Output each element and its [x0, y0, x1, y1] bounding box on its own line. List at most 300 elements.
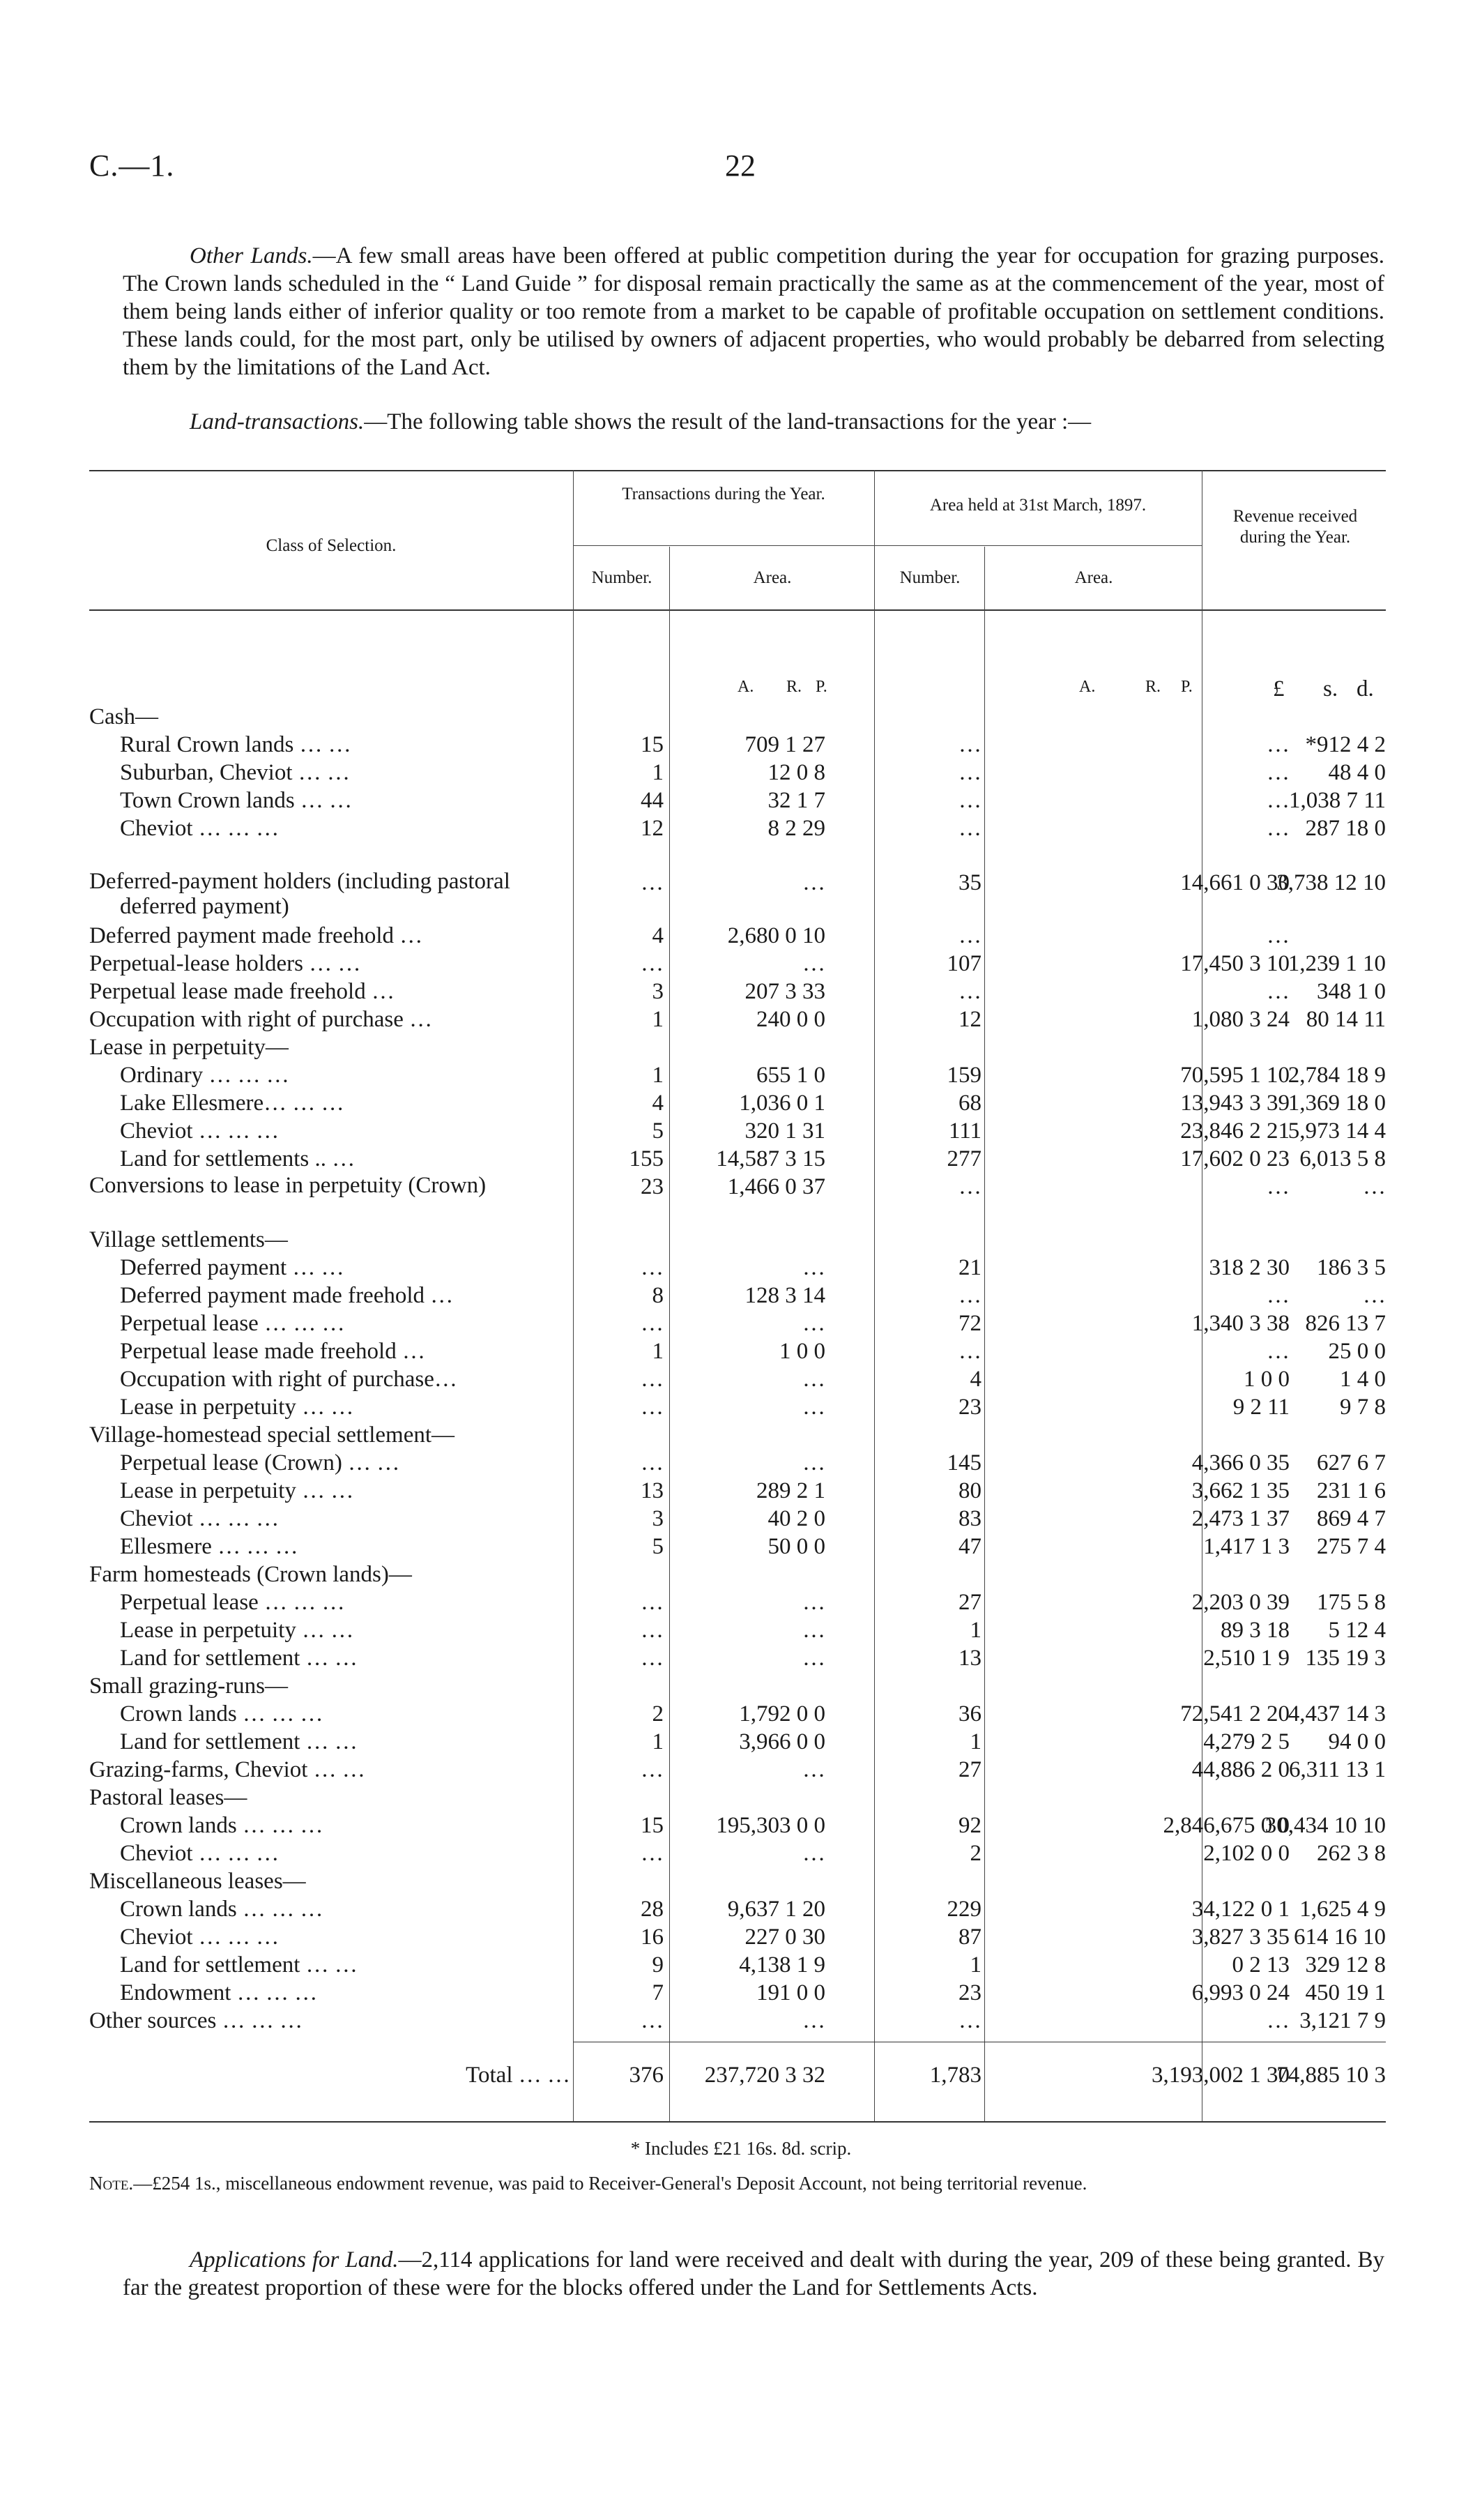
cell-area: 207 3 33 [744, 979, 825, 1004]
cell-area: 1 0 0 [779, 1339, 825, 1364]
cell-number-held: 107 [947, 951, 981, 976]
cell-revenue: 186 3 5 [1317, 1255, 1386, 1280]
cell-area: 240 0 0 [756, 1007, 825, 1032]
row-label: Lease in perpetuity … … [120, 1478, 354, 1503]
cell-area: 12 0 8 [767, 760, 825, 785]
cell-number: 13 [641, 1478, 664, 1503]
row-label: Perpetual lease (Crown) … … [120, 1450, 400, 1475]
row-label: Cash— [89, 704, 158, 729]
cell-revenue: 826 13 7 [1305, 1311, 1386, 1336]
table-row [89, 1867, 1386, 1895]
cell-area: … [802, 1450, 825, 1475]
cell-revenue: 262 3 8 [1317, 1841, 1386, 1866]
table-row [89, 787, 1386, 814]
total-revenue: 74,885 10 3 [1276, 2063, 1386, 2088]
cell-number: … [641, 1450, 664, 1475]
header-revenue: Revenue received during the Year. [1232, 507, 1358, 547]
table-row [89, 1672, 1386, 1700]
table-row [89, 869, 1386, 922]
cell-number: … [641, 1311, 664, 1336]
cell-revenue: 4,437 14 3 [1288, 1701, 1386, 1726]
cell-revenue: 1,239 1 10 [1288, 951, 1386, 976]
row-label: Crown lands … … … [120, 1701, 323, 1726]
cell-area: … [802, 1841, 825, 1866]
page-number: 22 [725, 149, 756, 183]
cell-number: 1 [652, 1063, 664, 1088]
cell-area-held: 2,510 1 9 [1203, 1646, 1290, 1671]
table-row [89, 1784, 1386, 1812]
unit-roods: R. [1145, 678, 1161, 696]
cell-area: 8 2 29 [767, 816, 825, 841]
cell-area: 2,680 0 10 [727, 923, 825, 948]
cell-revenue: *912 4 2 [1305, 732, 1386, 757]
table-row [89, 922, 1386, 950]
cell-number-held: 72 [958, 1311, 981, 1336]
cell-number: 7 [652, 1980, 664, 2005]
table-row [89, 759, 1386, 787]
table-row [89, 1393, 1386, 1421]
cell-number-held: 47 [958, 1534, 981, 1559]
table-row [89, 814, 1386, 842]
cell-area-held: … [1267, 1339, 1290, 1364]
cell-area: … [802, 1255, 825, 1280]
table-row [89, 1421, 1386, 1449]
cell-area-held: … [1267, 732, 1290, 757]
paragraph-lead: Applications for Land. [190, 2247, 399, 2272]
cell-number: … [641, 1590, 664, 1615]
paragraph-land-transactions [123, 408, 1384, 436]
cell-area-held: 1,340 3 38 [1191, 1311, 1290, 1336]
row-label: Perpetual lease … … … [120, 1311, 345, 1336]
total-area: 237,720 3 32 [704, 2063, 825, 2088]
row-label: Perpetual lease made freehold … [89, 979, 395, 1004]
cell-revenue: 1,038 7 11 [1288, 788, 1386, 813]
header-transactions: Transactions during the Year. [622, 485, 825, 503]
cell-number-held: 80 [958, 1478, 981, 1503]
cell-area: 4,138 1 9 [739, 1952, 825, 1978]
unit-pounds: £ [1273, 676, 1285, 701]
total-number: 376 [629, 2063, 664, 2088]
cell-area-held: 2,102 0 0 [1203, 1841, 1290, 1866]
cell-area: 14,587 3 15 [716, 1146, 825, 1171]
table-row [89, 978, 1386, 1005]
table-row [89, 1839, 1386, 1867]
unit-shillings: s. [1323, 676, 1338, 701]
table-row [89, 1756, 1386, 1784]
cell-revenue: 627 6 7 [1317, 1450, 1386, 1475]
group-rule [874, 545, 1202, 546]
cell-number: … [641, 1255, 664, 1280]
table-row [89, 1449, 1386, 1477]
unit-perches: P. [816, 678, 827, 696]
table-bottom-rule [89, 2121, 1386, 2123]
cell-number-held: … [958, 979, 981, 1004]
cell-revenue: … [1363, 1283, 1386, 1308]
cell-number-held: 36 [958, 1701, 981, 1726]
table-row [89, 1173, 1386, 1226]
table-row [89, 1145, 1386, 1173]
cell-revenue: 2,784 18 9 [1288, 1063, 1386, 1088]
row-label: Lake Ellesmere… … … [120, 1091, 344, 1116]
cell-number: 12 [641, 816, 664, 841]
cell-area: 32 1 7 [767, 788, 825, 813]
row-label: Cheviot … … … [120, 1506, 280, 1531]
cell-area-held: 17,450 3 10 [1180, 951, 1290, 976]
cell-area: … [802, 1618, 825, 1643]
cell-number: 3 [652, 979, 664, 1004]
cell-area: 195,303 0 0 [716, 1813, 825, 1838]
cell-area-held: 4,366 0 35 [1191, 1450, 1290, 1475]
unit-roods: R. [786, 678, 802, 696]
cell-area: 709 1 27 [744, 732, 825, 757]
cell-area-held: 72,541 2 20 [1180, 1701, 1290, 1726]
cell-number-held: … [958, 1339, 981, 1364]
header-number: Number. [591, 568, 652, 587]
cell-area: 320 1 31 [744, 1118, 825, 1144]
row-label: Ordinary … … … [120, 1063, 289, 1088]
cell-number-held: 27 [958, 1757, 981, 1782]
cell-number: … [641, 1646, 664, 1671]
row-label: Crown lands … … … [120, 1897, 323, 1922]
cell-number-held: 23 [958, 1395, 981, 1420]
table-row [89, 1644, 1386, 1672]
cell-number: 15 [641, 1813, 664, 1838]
cell-area-held: 1,417 1 3 [1203, 1534, 1290, 1559]
table-row [89, 1477, 1386, 1505]
cell-number-held: 277 [947, 1146, 981, 1171]
cell-revenue: 614 16 10 [1294, 1925, 1386, 1950]
cell-number: 5 [652, 1534, 664, 1559]
cell-number: 155 [629, 1146, 664, 1171]
cell-number: … [641, 870, 664, 895]
cell-area-held: … [1267, 2008, 1290, 2033]
cell-area-held: 0 2 13 [1232, 1952, 1290, 1978]
cell-revenue: 6,013 5 8 [1299, 1146, 1386, 1171]
row-label: Miscellaneous leases— [89, 1869, 306, 1894]
row-label: Village-homestead special settlement— [89, 1422, 455, 1448]
row-label: Conversions to lease in perpetuity (Crown) [89, 1173, 487, 1198]
cell-number: 15 [641, 732, 664, 757]
table-row [89, 1282, 1386, 1310]
table-header-rule [89, 609, 1386, 611]
cell-number: 1 [652, 1339, 664, 1364]
paragraph-text: —A few small areas have been offered at public competition during the year for occupation for grazing purposes. The Crown lands scheduled in the “ Land Guide ” for disposal remain practically the same as at the commencement of the year, most of them being lands either of inferior quality or too remote from a market to be capable of profitable occupation on settlement conditions. These lands could, for the most part, only be utilised by owners of adjacent properties, who would probably be debarred from selecting them by the limitations of the Land Act. [123, 243, 1385, 380]
cell-revenue: 6,311 13 1 [1288, 1757, 1386, 1782]
table-row [89, 1226, 1386, 1254]
cell-number: 2 [652, 1701, 664, 1726]
cell-area-held: 3,662 1 35 [1191, 1478, 1290, 1503]
row-label: Endowment … … … [120, 1980, 318, 2005]
cell-area: 1,792 0 0 [739, 1701, 825, 1726]
cell-number-held: 111 [948, 1118, 981, 1144]
cell-revenue: 275 7 4 [1317, 1534, 1386, 1559]
cell-number-held: 83 [958, 1506, 981, 1531]
cell-revenue: 30,434 10 10 [1265, 1813, 1386, 1838]
page-reference: C.—1. [89, 149, 175, 183]
table-row [89, 1561, 1386, 1588]
cell-number-held: … [958, 1174, 981, 1199]
cell-number: 44 [641, 788, 664, 813]
cell-revenue: 1,625 4 9 [1299, 1897, 1386, 1922]
cell-number-held: 2 [970, 1841, 981, 1866]
cell-revenue: 1,369 18 0 [1288, 1091, 1386, 1116]
cell-area-held: 34,122 0 1 [1191, 1897, 1290, 1922]
paragraph-text: —The following table shows the result of the land-transactions for the year :— [364, 409, 1092, 434]
cell-area-held: 2,203 0 39 [1191, 1590, 1290, 1615]
cell-revenue: … [1363, 1174, 1386, 1199]
cell-revenue: 48 4 0 [1328, 760, 1386, 785]
cell-revenue: 869 4 7 [1317, 1506, 1386, 1531]
cell-area-held: 4,279 2 5 [1203, 1729, 1290, 1754]
table-row [89, 1812, 1386, 1839]
unit-acres: A. [738, 678, 754, 696]
cell-number-held: 229 [947, 1897, 981, 1922]
cell-number-held: … [958, 923, 981, 948]
cell-area-held: … [1267, 816, 1290, 841]
table-row [89, 1505, 1386, 1533]
cell-area-held: 2,473 1 37 [1191, 1506, 1290, 1531]
cell-number-held: 92 [958, 1813, 981, 1838]
paragraph-lead: Land-transactions. [190, 409, 365, 434]
cell-area-held: … [1267, 760, 1290, 785]
header-area-held: Area held at 31st March, 1897. [929, 496, 1147, 515]
row-label: Small grazing-runs— [89, 1673, 289, 1699]
cell-area: 655 1 0 [756, 1063, 825, 1088]
cell-revenue: 94 0 0 [1328, 1729, 1386, 1754]
cell-area: 1,036 0 1 [739, 1091, 825, 1116]
land-transactions-table [89, 470, 1386, 2130]
cell-revenue: 1 4 0 [1340, 1367, 1386, 1392]
cell-number: 8 [652, 1283, 664, 1308]
cell-number: 23 [641, 1174, 664, 1199]
paragraph-applications [123, 2246, 1384, 2302]
table-row [89, 1588, 1386, 1616]
cell-revenue: 9 7 8 [1340, 1395, 1386, 1420]
total-label: Total … … [466, 2063, 570, 2088]
row-label: Lease in perpetuity— [89, 1035, 289, 1060]
total-number-held: 1,783 [929, 2063, 981, 2088]
cell-area-held: … [1267, 979, 1290, 1004]
table-row [89, 1979, 1386, 2007]
table-row [89, 1310, 1386, 1337]
cell-area-held: 44,886 2 0 [1191, 1757, 1290, 1782]
header-class: Class of Selection. [266, 536, 397, 555]
cell-number: 4 [652, 1091, 664, 1116]
row-label: Lease in perpetuity … … [120, 1395, 354, 1420]
cell-area: 289 2 1 [756, 1478, 825, 1503]
table-row [89, 1533, 1386, 1561]
header-area: Area. [753, 568, 792, 587]
table-row [89, 731, 1386, 759]
table-row [89, 1728, 1386, 1756]
row-label: Ellesmere … … … [120, 1534, 298, 1559]
table-row [89, 1895, 1386, 1923]
table-top-rule [89, 470, 1386, 471]
row-label: Perpetual lease … … … [120, 1590, 345, 1615]
cell-number: … [641, 1395, 664, 1420]
cell-revenue: 3,738 12 10 [1276, 870, 1386, 895]
cell-number-held: 23 [958, 1980, 981, 2005]
row-label: Crown lands … … … [120, 1813, 323, 1838]
paragraph-text: —2,114 applications for land were received and dealt with during the year, 209 of these being granted. By far the greatest proportion of these were for the blocks offered under the Land for Settlements Acts. [123, 2247, 1384, 2300]
cell-area-held: 3,827 3 35 [1191, 1925, 1290, 1950]
cell-number-held: 1 [970, 1952, 981, 1978]
cell-number-held: 12 [958, 1007, 981, 1032]
cell-area-held: 89 3 18 [1221, 1618, 1290, 1643]
cell-area: 50 0 0 [767, 1534, 825, 1559]
row-label: Other sources … … … [89, 2008, 303, 2033]
row-label: Rural Crown lands … … [120, 732, 351, 757]
cell-number: 28 [641, 1897, 664, 1922]
cell-revenue: 135 19 3 [1305, 1646, 1386, 1671]
table-row [89, 703, 1386, 731]
cell-area: … [802, 1395, 825, 1420]
cell-area: 191 0 0 [756, 1980, 825, 2005]
row-label: Cheviot … … … [120, 1925, 280, 1950]
cell-number: … [641, 1757, 664, 1782]
cell-area: 227 0 30 [744, 1925, 825, 1950]
cell-area: 9,637 1 20 [727, 1897, 825, 1922]
cell-number: 3 [652, 1506, 664, 1531]
cell-area: … [802, 870, 825, 895]
header-area-held-sub: Area. [1074, 568, 1113, 587]
cell-area-held: … [1267, 1174, 1290, 1199]
row-label: Cheviot … … … [120, 1841, 280, 1866]
cell-number-held: 21 [958, 1255, 981, 1280]
cell-number-held: … [958, 732, 981, 757]
cell-number: … [641, 1618, 664, 1643]
cell-number-held: … [958, 2008, 981, 2033]
cell-revenue: 175 5 8 [1317, 1590, 1386, 1615]
cell-area-held: … [1267, 923, 1290, 948]
cell-area: 128 3 14 [744, 1283, 825, 1308]
unit-acres: A. [1079, 678, 1096, 696]
row-label: Deferred payment made freehold … [120, 1283, 454, 1308]
table-row [89, 1061, 1386, 1089]
table-body [89, 703, 1386, 2089]
table-row [89, 950, 1386, 978]
cell-number: … [641, 1841, 664, 1866]
table-row [89, 1033, 1386, 1061]
note-lead: Note. [89, 2173, 134, 2194]
cell-area-held: 9 2 11 [1232, 1395, 1290, 1420]
cell-number: … [641, 951, 664, 976]
cell-number: 16 [641, 1925, 664, 1950]
row-label: Perpetual lease made freehold … [120, 1339, 425, 1364]
unit-perches: P. [1181, 678, 1193, 696]
cell-area-held: 70,595 1 10 [1180, 1063, 1290, 1088]
cell-number-held: … [958, 1283, 981, 1308]
row-label: Grazing-farms, Cheviot … … [89, 1757, 365, 1782]
table-total-row [89, 2061, 1386, 2089]
row-label: Deferred payment … … [120, 1255, 344, 1280]
cell-revenue: 3,121 7 9 [1299, 2008, 1386, 2033]
cell-number-held: … [958, 816, 981, 841]
row-label: Deferred payment made freehold … [89, 923, 423, 948]
cell-number: 1 [652, 760, 664, 785]
cell-number: 5 [652, 1118, 664, 1144]
cell-area-held: 1,080 3 24 [1191, 1007, 1290, 1032]
cell-area-held: 17,602 0 23 [1180, 1146, 1290, 1171]
cell-number-held: 4 [970, 1367, 981, 1392]
row-label: Occupation with right of purchase … [89, 1007, 433, 1032]
row-label: Cheviot … … … [120, 816, 280, 841]
footnote: * Includes £21 16s. 8d. scrip. [630, 2138, 852, 2159]
row-label: Cheviot … … … [120, 1118, 280, 1144]
table-row [89, 1700, 1386, 1728]
cell-revenue: 5,973 14 4 [1288, 1118, 1386, 1144]
cell-area: … [802, 1646, 825, 1671]
cell-number-held: 13 [958, 1646, 981, 1671]
cell-number-held: 145 [947, 1450, 981, 1475]
group-rule [573, 545, 874, 546]
table-row [89, 1254, 1386, 1282]
paragraph-other-lands [123, 242, 1384, 381]
cell-number-held: 35 [958, 870, 981, 895]
table-row [89, 2007, 1386, 2035]
table-row [89, 1337, 1386, 1365]
cell-number: 4 [652, 923, 664, 948]
cell-number: 9 [652, 1952, 664, 1978]
cell-revenue: 450 19 1 [1305, 1980, 1386, 2005]
cell-number-held: 1 [970, 1618, 981, 1643]
cell-area-held: 23,846 2 21 [1180, 1118, 1290, 1144]
table-row [89, 1951, 1386, 1979]
cell-area-held: 2,846,675 0 0 [1163, 1813, 1290, 1838]
cell-area-held: 14,661 0 30 [1180, 870, 1290, 895]
table-row [89, 1005, 1386, 1033]
cell-revenue: 5 12 4 [1328, 1618, 1386, 1643]
paragraph-lead: Other Lands. [190, 243, 313, 268]
cell-number: 1 [652, 1729, 664, 1754]
cell-area: … [802, 1757, 825, 1782]
cell-area: 3,966 0 0 [739, 1729, 825, 1754]
table-row [89, 1923, 1386, 1951]
cell-number: … [641, 1367, 664, 1392]
unit-pence: d. [1357, 676, 1374, 701]
cell-number-held: 27 [958, 1590, 981, 1615]
table-note [89, 2171, 1386, 2195]
table-row [89, 1365, 1386, 1393]
row-label: Land for settlement … … [120, 1646, 358, 1671]
cell-area-held: … [1267, 1283, 1290, 1308]
cell-area: 40 2 0 [767, 1506, 825, 1531]
cell-revenue: 348 1 0 [1317, 979, 1386, 1004]
table-row [89, 1616, 1386, 1644]
cell-number-held: … [958, 760, 981, 785]
cell-number-held: … [958, 788, 981, 813]
cell-revenue: 287 18 0 [1305, 816, 1386, 841]
cell-revenue: 80 14 11 [1306, 1007, 1386, 1032]
total-area-held: 3,193,002 1 30 [1152, 2063, 1290, 2088]
cell-number: 1 [652, 1007, 664, 1032]
table-row [89, 1117, 1386, 1145]
cell-number-held: 159 [947, 1063, 981, 1088]
row-label: Lease in perpetuity … … [120, 1618, 354, 1643]
cell-area: … [802, 2008, 825, 2033]
row-label: Farm homesteads (Crown lands)— [89, 1562, 412, 1587]
cell-area-held: … [1267, 788, 1290, 813]
cell-number-held: 87 [958, 1925, 981, 1950]
row-label: Town Crown lands … … [120, 788, 353, 813]
row-label: Land for settlement … … [120, 1952, 358, 1978]
table-row [89, 1089, 1386, 1117]
cell-area-held: 13,943 3 39 [1180, 1091, 1290, 1116]
cell-number-held: 68 [958, 1091, 981, 1116]
row-label: Village settlements— [89, 1227, 288, 1252]
cell-revenue: 25 0 0 [1328, 1339, 1386, 1364]
cell-revenue: 329 12 8 [1305, 1952, 1386, 1978]
